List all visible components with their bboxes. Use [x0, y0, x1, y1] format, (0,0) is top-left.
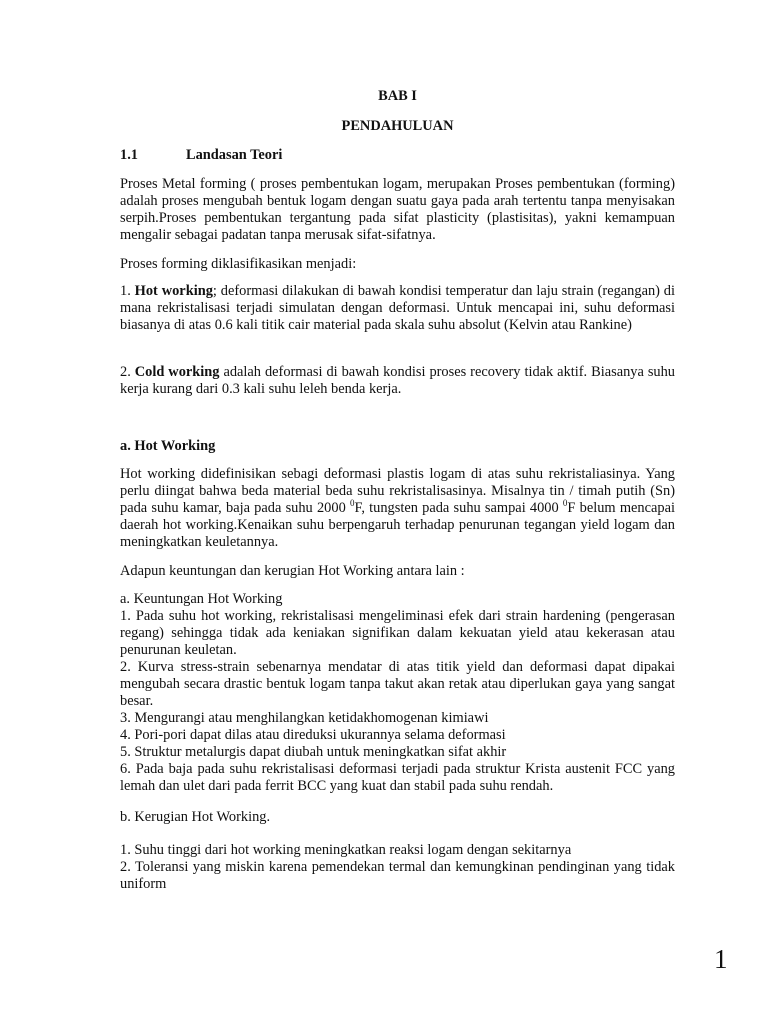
section-heading — [120, 147, 675, 164]
list-item: 2. Kurva stress-strain sebenarnya mendatar di atas titik yield dan deformasi dapat dipakai mengubah secara drastic bentuk logam tanpa takut akan retak atau diperlukan gaya yang sangat besar. — [120, 659, 675, 709]
advantages-title: a. Keuntungan Hot Working — [120, 591, 283, 607]
chapter-label: BAB I — [378, 88, 417, 104]
list-item: 6. Pada baja pada suhu rekristalisasi deformasi terjadi pada struktur Krista austenit FCC yang lemah dan ulet dari pada ferrit BCC yang kuat dan stabil pada suhu rendah. — [120, 761, 675, 794]
list-item: 5. Struktur metalurgis dapat diubah untuk meningkatkan sifat akhir — [120, 744, 507, 760]
list-item: 2. Toleransi yang miskin karena pemendekan termal dan kemungkinan pendinginan yang tidak uniform — [120, 859, 675, 892]
section-title: Landasan Teori — [186, 147, 283, 163]
disadvantages-title: b. Kerugian Hot Working. — [120, 809, 271, 825]
disadvantages-list — [120, 842, 675, 893]
classification-paragraph: Proses forming diklasifikasikan menjadi: — [120, 256, 357, 272]
item-cold-working: 2. Cold working adalah deformasi di bawah kondisi proses recovery tidak aktif. Biasanya suhu kerja kurang dari 0.3 kali suhu leleh benda kerja. — [120, 364, 676, 397]
advantages-intro: Adapun keuntungan dan kerugian Hot Working antara lain : — [120, 563, 465, 579]
list-item: 1. Pada suhu hot working, rekristalisasi mengeliminasi efek dari strain hardening (pengerasan regang) sehingga tidak ada keniakan signifikan dalam kekuatan yield atau kekerasan atau penurunan keuletan. — [120, 608, 675, 658]
intro-paragraph: Proses Metal forming ( proses pembentukan logam, merupakan Proses pembentukan (forming) adalah proses mengubah bentuk logam dengan suatu gaya pada arah tertentu tanpa menyisakan serpih.Proses pembentukan tergantung pada sifat plasticity (plastisitas), yakni kemampuan mengalir sebagai padatan tanpa merusak sifat-sifatnya. — [120, 176, 675, 243]
document-page — [120, 0, 675, 1024]
advantages-list — [120, 591, 675, 795]
hot-working-paragraph: Hot working didefinisikan sebagi deformasi plastis logam di atas suhu rekristaliasinya. Yang perlu diingat bahwa beda material beda suhu rekristalisasinya. Misalnya tin / timah putih (Sn) pada suhu kamar, baja pada suhu 2000 $^0$F, tungsten pada suhu sampai 4000 $^0$F belum mencapai daerah hot working.Kenaikan suhu berpengaruh terhadap penurunan tegangan yield logam dan meningkatkan keuletannya. — [120, 466, 675, 550]
list-item: 3. Mengurangi atau menghilangkan ketidakhomogenan kimiawi — [120, 710, 489, 726]
chapter-title: PENDAHULUAN — [341, 118, 454, 134]
page-number: 1 — [714, 944, 728, 974]
term-cold-working: Cold working — [134, 364, 220, 380]
item-hot-working: 1. Hot working; deformasi dilakukan di bawah kondisi temperatur dan laju strain (regangan) di mana rekristalisasi terjadi simulatan dengan deformasi. Untuk mencapai ini, suhu deformasi biasanya di atas 0.6 kali titik cair material pada skala suhu absolut (Kelvin atau Rankine) — [120, 283, 675, 333]
list-item: 4. Pori-pori dapat dilas atau direduksi ukurannya selama deformasi — [120, 727, 506, 743]
section-number: 1.1 — [120, 147, 138, 163]
term-hot-working: Hot working — [134, 283, 213, 299]
list-item: 1. Suhu tinggi dari hot working meningkatkan reaksi logam dengan sekitarnya — [120, 842, 572, 858]
hot-working-heading: a. Hot Working — [120, 438, 216, 454]
